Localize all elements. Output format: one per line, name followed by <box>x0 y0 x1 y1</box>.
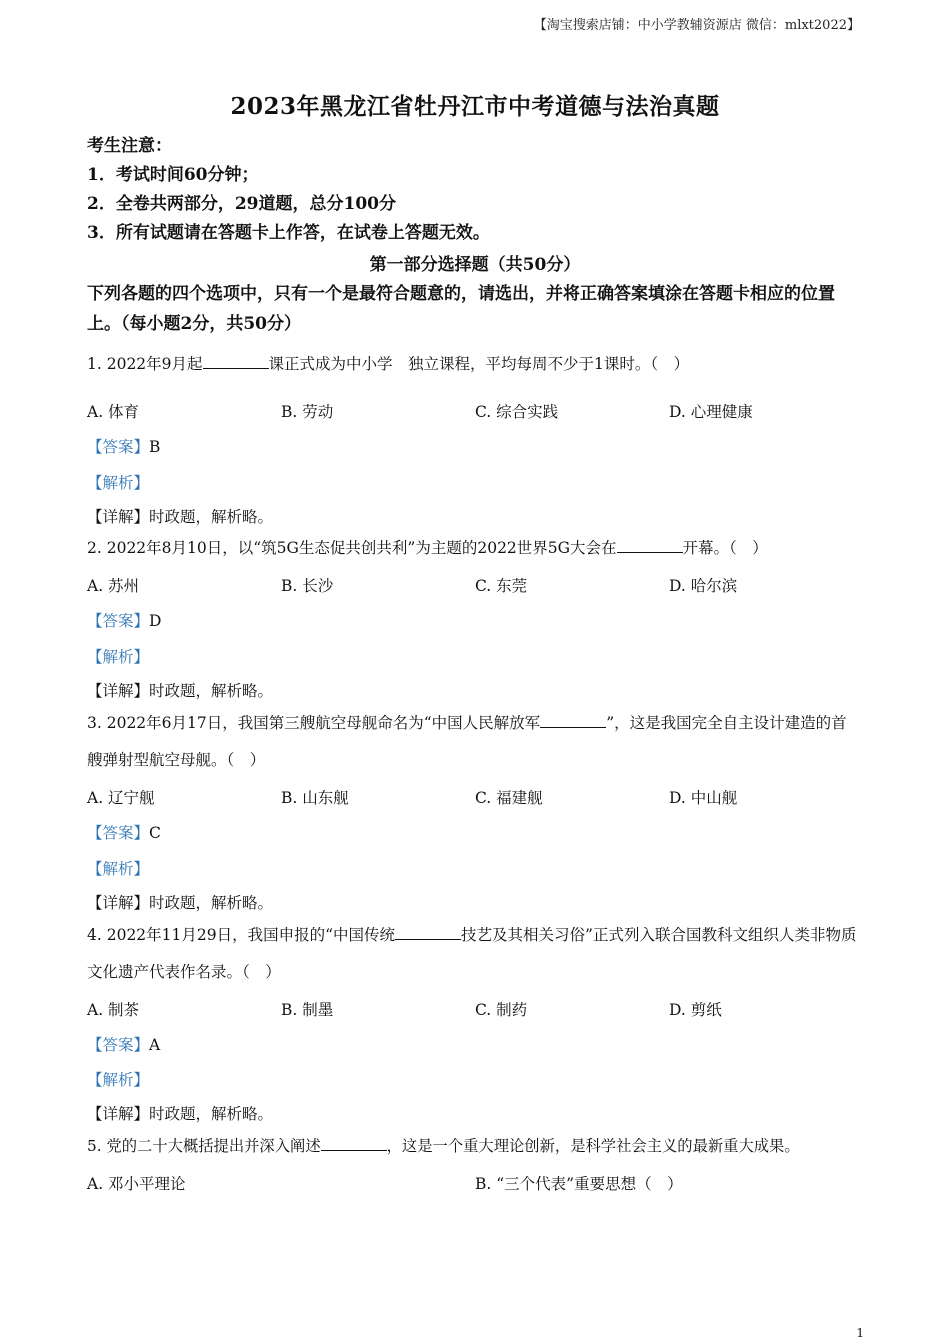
question-text: 4. 2022年11月29日，我国申报的“中国传统 技艺及其相关习俗”正式列入联合国教科文组织人类非物质文化遗产代表作名录。（ ） <box>87 926 857 981</box>
option-b: B. 制墨 <box>281 1001 334 1019</box>
answer-line: 【答案】D <box>87 612 162 630</box>
answer-line: 【答案】C <box>87 824 161 842</box>
section-title: 第一部分选择题（共50分） <box>369 255 581 275</box>
notice-item: 1．考试时间60分钟； <box>87 165 259 185</box>
option-row <box>87 1172 887 1196</box>
analysis-label: 【解析】 <box>87 474 150 492</box>
option-a: A. 苏州 <box>87 577 140 595</box>
detail-line: 【详解】时政题，解析略。 <box>87 682 274 700</box>
option-b: B. 山东舰 <box>281 789 349 807</box>
option-b: B. “三个代表”重要思想（ ） <box>475 1175 683 1193</box>
answer-blank <box>617 538 683 553</box>
instruction: 下列各题的四个选项中，只有一个是最符合题意的，请选出，并将正确答案填涂在答题卡相应的位置上。（每小题2分，共50分） <box>87 284 835 334</box>
answer-blank <box>321 1136 387 1151</box>
option-row <box>87 400 887 424</box>
page-number: 1 <box>856 1326 864 1340</box>
detail-line: 【详解】时政题，解析略。 <box>87 894 274 912</box>
question-text: 2. 2022年8月10日，以“筑5G生态促共创共利”为主题的2022世界5G大会在 开幕。（ ） <box>87 539 768 557</box>
question-text: 1. 2022年9月起 课正式成为中小学 独立课程，平均每周不少于1课时。（ ） <box>87 355 690 373</box>
option-row <box>87 574 887 598</box>
option-d: D. 中山舰 <box>669 789 738 807</box>
option-c: C. 东莞 <box>475 577 528 595</box>
analysis-label: 【解析】 <box>87 860 150 878</box>
answer-line: 【答案】B <box>87 438 161 456</box>
option-row <box>87 998 887 1022</box>
analysis-label: 【解析】 <box>87 1071 150 1089</box>
option-d: D. 剪纸 <box>669 1001 722 1019</box>
option-c: C. 福建舰 <box>475 789 543 807</box>
answer-line: 【答案】A <box>87 1036 161 1054</box>
option-d: D. 心理健康 <box>669 403 753 421</box>
option-d: D. 哈尔滨 <box>669 577 738 595</box>
notice-heading: 考生注意： <box>87 136 172 156</box>
question-text: 3. 2022年6月17日，我国第三艘航空母舰命名为“中国人民解放军 ”，这是我国完全自主设计建造的首艘弹射型航空母舰。（ ） <box>87 714 847 769</box>
question-text: 5. 党的二十大概括提出并深入阐述 ，这是一个重大理论创新，是科学社会主义的最新重大成果。 <box>87 1137 800 1155</box>
answer-blank <box>203 354 269 369</box>
analysis-label: 【解析】 <box>87 648 150 666</box>
answer-blank <box>395 925 461 940</box>
page-title: 2023年黑龙江省牡丹江市中考道德与法治真题 <box>230 93 720 120</box>
answer-blank <box>540 713 606 728</box>
option-c: C. 制药 <box>475 1001 528 1019</box>
detail-line: 【详解】时政题，解析略。 <box>87 1105 274 1123</box>
option-a: A. 制茶 <box>87 1001 140 1019</box>
option-a: A. 辽宁舰 <box>87 789 155 807</box>
option-b: B. 长沙 <box>281 577 334 595</box>
page-header: 【淘宝搜索店铺：中小学教辅资源店 微信：mlxt2022】 <box>533 18 860 33</box>
option-row <box>87 786 887 810</box>
option-a: A. 体育 <box>87 403 140 421</box>
notice-item: 3．所有试题请在答题卡上作答，在试卷上答题无效。 <box>87 223 490 243</box>
option-b: B. 劳动 <box>281 403 334 421</box>
option-c: C. 综合实践 <box>475 403 559 421</box>
option-a: A. 邓小平理论 <box>87 1175 186 1193</box>
detail-line: 【详解】时政题，解析略。 <box>87 508 274 526</box>
notice-item: 2．全卷共两部分，29道题，总分100分 <box>87 194 396 214</box>
